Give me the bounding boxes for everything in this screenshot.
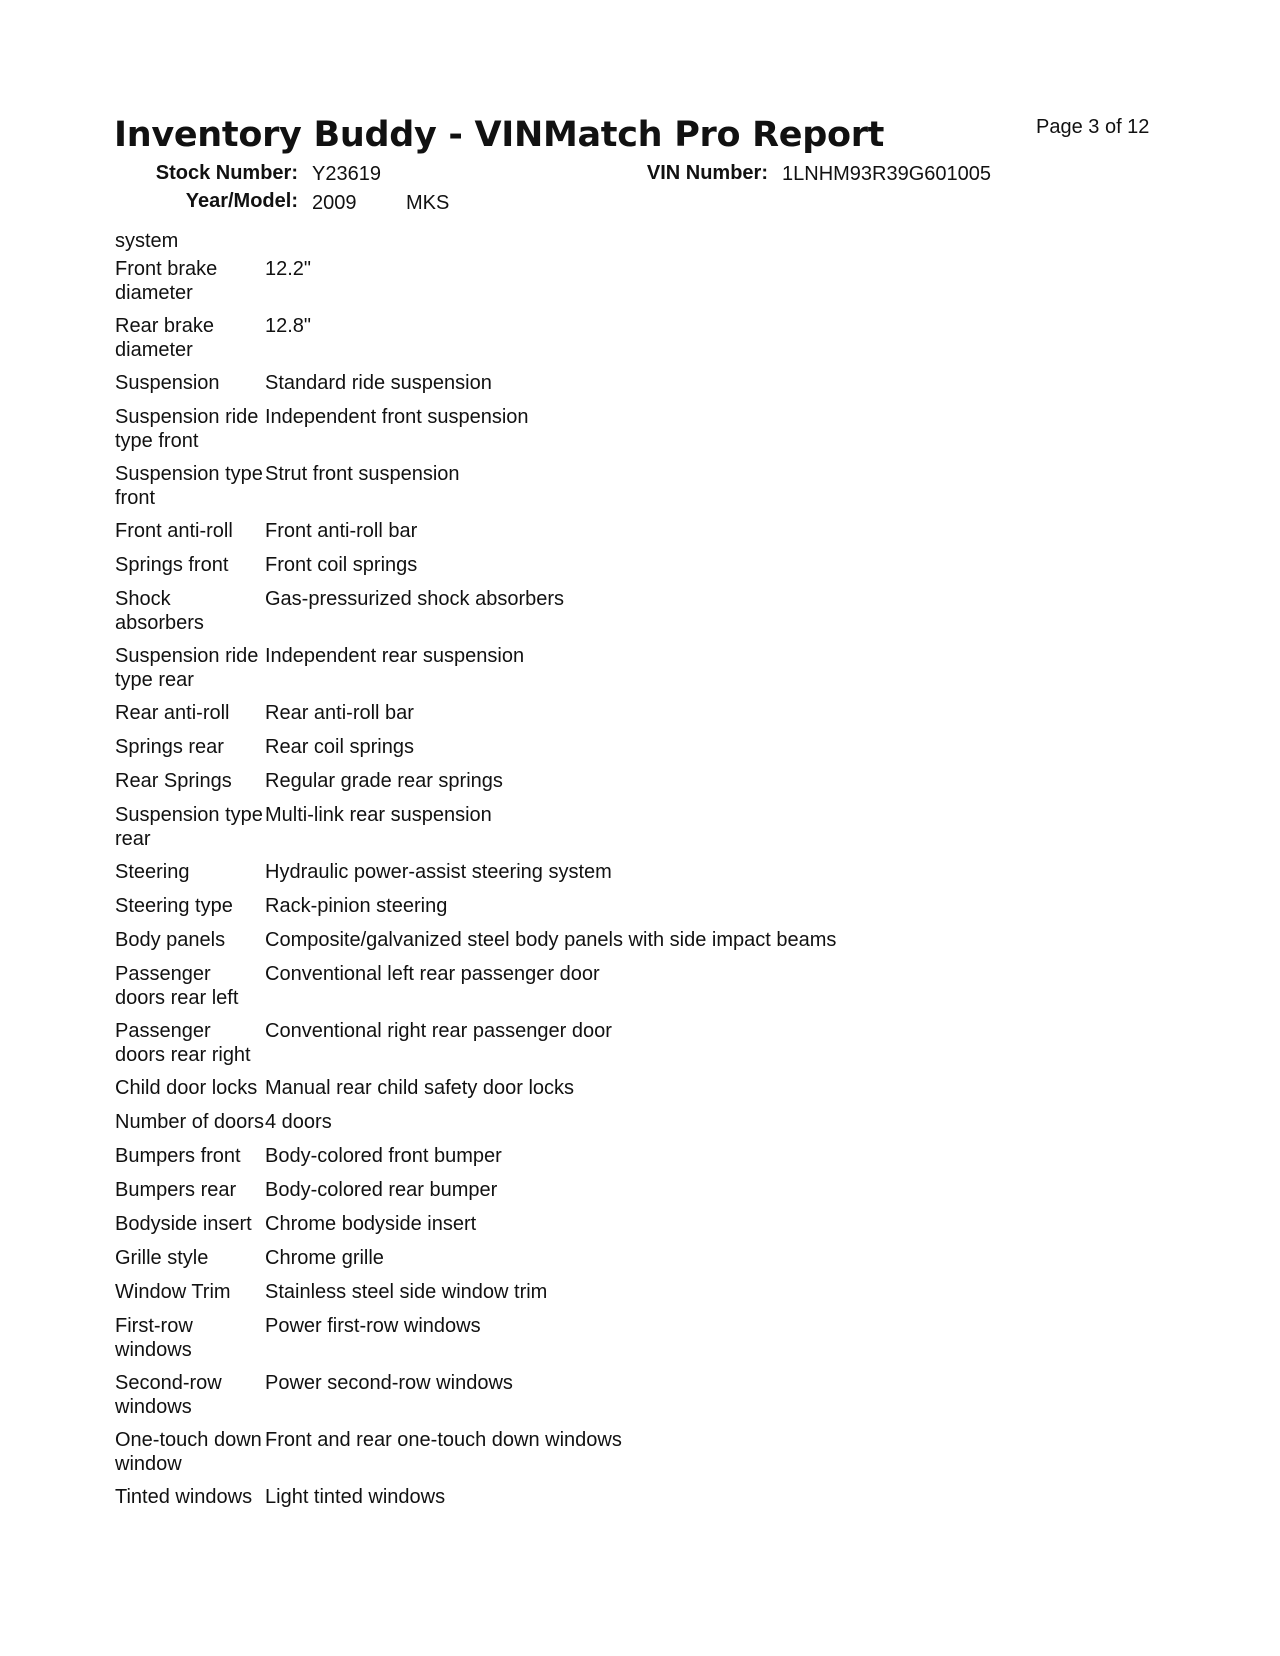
spec-label: Window Trim [115, 1281, 231, 1303]
spec-value: Power second-row windows [265, 1372, 513, 1394]
spec-value: Rear coil springs [265, 736, 414, 758]
spec-row [115, 1176, 1115, 1210]
spec-label: Body panels [115, 929, 226, 951]
spec-value: Gas-pressurized shock absorbers [265, 588, 565, 610]
spec-value: Front and rear one-touch down windows [265, 1429, 622, 1451]
spec-row [115, 517, 1115, 551]
spec-row [115, 801, 1115, 858]
spec-value: Chrome bodyside insert [265, 1213, 477, 1235]
spec-row [115, 312, 1115, 369]
year-value: 2009 [312, 192, 357, 214]
spec-value: Conventional left rear passenger door [265, 963, 600, 985]
spec-row [115, 585, 1115, 642]
spec-table [115, 229, 1115, 1517]
spec-label: Suspension ride type front [115, 406, 259, 452]
spec-value: Power first-row windows [265, 1315, 481, 1337]
spec-row [115, 1483, 1115, 1517]
spec-label: Suspension type front [115, 463, 263, 509]
spec-row [115, 1210, 1115, 1244]
spec-label: Steering [115, 861, 190, 883]
spec-row [115, 767, 1115, 801]
spec-value: Independent rear suspension [265, 645, 525, 667]
spec-label: Rear Springs [115, 770, 232, 792]
spec-label: First-row windows [115, 1315, 193, 1361]
spec-label: Shock absorbers [115, 588, 204, 634]
spec-value: Light tinted windows [265, 1486, 446, 1508]
stock-number-value: Y23619 [312, 163, 381, 185]
spec-value: Strut front suspension [265, 463, 460, 485]
spec-value: Body-colored front bumper [265, 1145, 502, 1167]
spec-row [115, 460, 1115, 517]
page-indicator: Page 3 of 12 [1036, 116, 1150, 138]
spec-label: Second-row windows [115, 1372, 222, 1418]
spec-value: Composite/galvanized steel body panels with side impact beams [265, 929, 837, 951]
spec-row [115, 551, 1115, 585]
spec-value: Multi-link rear suspension [265, 804, 492, 826]
spec-label: Steering type [115, 895, 233, 917]
spec-row [115, 892, 1115, 926]
spec-label: Bumpers front [115, 1145, 241, 1167]
spec-label: Springs front [115, 554, 229, 576]
spec-label: Rear brake diameter [115, 315, 214, 361]
spec-label: Suspension type rear [115, 804, 263, 850]
spec-value: Chrome grille [265, 1247, 384, 1269]
spec-value: Front coil springs [265, 554, 418, 576]
spec-label: Front brake diameter [115, 258, 218, 304]
spec-row [115, 1108, 1115, 1142]
spec-row [115, 858, 1115, 892]
spec-row [115, 403, 1115, 460]
spec-value: 4 doors [265, 1111, 332, 1133]
spec-label: Passenger doors rear right [115, 1020, 251, 1066]
spec-value: Rear anti-roll bar [265, 702, 414, 724]
spec-label: Suspension [115, 372, 220, 394]
spec-row [115, 1369, 1115, 1426]
spec-row [115, 1244, 1115, 1278]
spec-label: Springs rear [115, 736, 224, 758]
spec-row [115, 642, 1115, 699]
spec-label: Rear anti-roll [115, 702, 230, 724]
spec-value: Stainless steel side window trim [265, 1281, 548, 1303]
spec-label: Front anti-roll [115, 520, 233, 542]
spec-label: Bodyside insert [115, 1213, 252, 1235]
spec-label: Bumpers rear [115, 1179, 237, 1201]
spec-row [115, 1278, 1115, 1312]
spec-label: Suspension ride type rear [115, 645, 259, 691]
spec-row [115, 255, 1115, 312]
spec-row [115, 1142, 1115, 1176]
spec-value: Rack-pinion steering [265, 895, 448, 917]
spec-row [115, 733, 1115, 767]
spec-row [115, 1017, 1115, 1074]
spec-row [115, 699, 1115, 733]
spec-row [115, 926, 1115, 960]
spec-label: Passenger doors rear left [115, 963, 239, 1009]
spec-row [115, 1426, 1115, 1483]
vin-number-value: 1LNHM93R39G601005 [782, 163, 992, 185]
spec-row [115, 369, 1115, 403]
stock-number-label: Stock Number: [155, 162, 298, 184]
spec-value: Regular grade rear springs [265, 770, 503, 792]
continued-text: system [115, 230, 179, 252]
spec-value: Front anti-roll bar [265, 520, 418, 542]
spec-label: Tinted windows [115, 1486, 253, 1508]
spec-rows [115, 255, 1115, 1517]
model-value: MKS [406, 192, 450, 214]
year-model-label: Year/Model: [185, 190, 298, 212]
spec-label: Child door locks [115, 1077, 258, 1099]
spec-value: Body-colored rear bumper [265, 1179, 498, 1201]
spec-value: Standard ride suspension [265, 372, 492, 394]
spec-value: Manual rear child safety door locks [265, 1077, 575, 1099]
spec-row [115, 1074, 1115, 1108]
spec-value: 12.8" [265, 315, 312, 337]
spec-value: 12.2" [265, 258, 312, 280]
report-title: Inventory Buddy - VINMatch Pro Report [114, 115, 885, 155]
spec-value: Hydraulic power-assist steering system [265, 861, 612, 883]
spec-label: One-touch down window [115, 1429, 262, 1475]
vin-number-label: VIN Number: [646, 162, 768, 184]
spec-value: Conventional right rear passenger door [265, 1020, 612, 1042]
spec-row [115, 960, 1115, 1017]
spec-label: Grille style [115, 1247, 209, 1269]
spec-value: Independent front suspension [265, 406, 529, 428]
spec-row [115, 1312, 1115, 1369]
spec-label: Number of doors [115, 1111, 264, 1133]
